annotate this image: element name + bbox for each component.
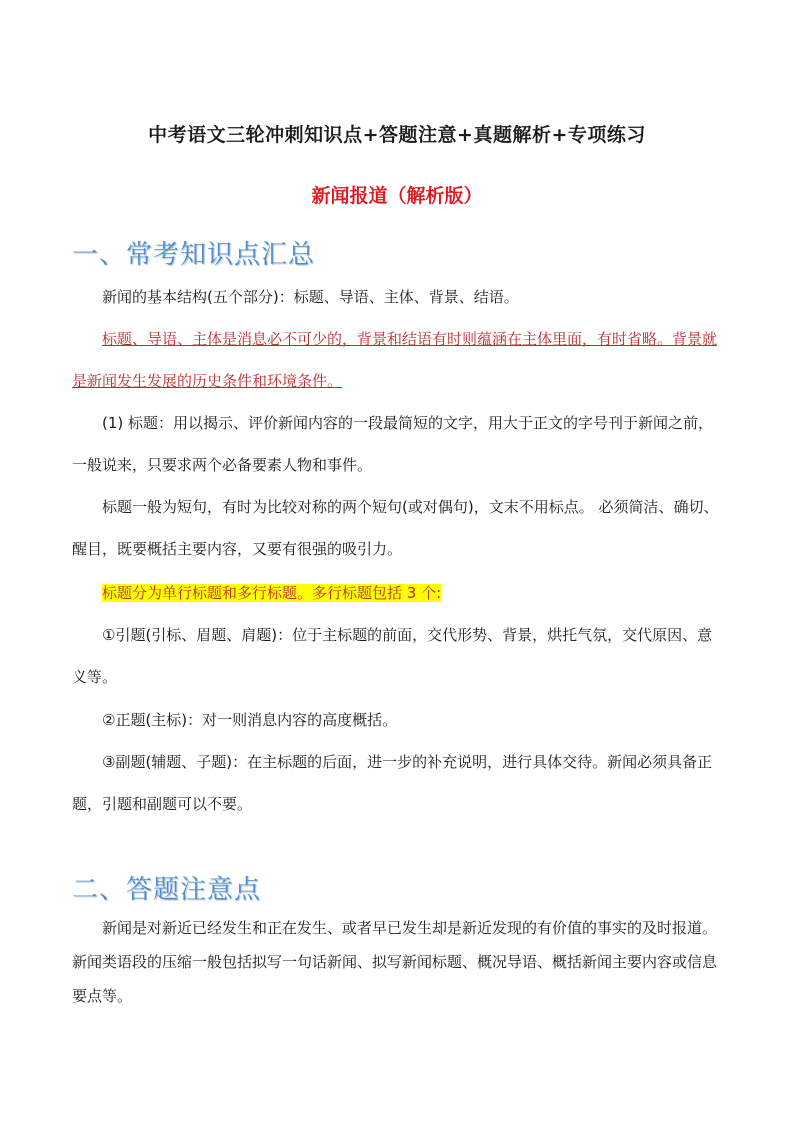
paragraph-lead-title: ①引题(引标、眉题、肩题)：位于主标题的前面，交代形势、背景，烘托气氛，交代原因、意义等。 [72,626,713,686]
paragraph-structure-note [72,318,722,402]
section-heading-answering: 二、答题注意点 [72,875,262,905]
paragraph-news-structure: 新闻的基本结构(五个部分)：标题、导语、主体、背景、结语。 [102,288,519,306]
paragraph-title-definition: (1) 标题：用以揭示、评价新闻内容的一段最简短的文字，用大于正文的字号刊于新闻之前，一般说来，只要求两个必备要素人物和事件。 [72,414,714,474]
underlined-note-text: 标题、导语、主体是消息必不可少的，背景和结语有时则蕴涵在主体里面，有时省略。背景就是新闻发生发展的历史条件和环境条件。 [72,330,718,390]
highlighted-title-types-text: 标题分为单行标题和多行标题。多行标题包括 3 个: [102,584,442,602]
section-heading-knowledge: 一、常考知识点汇总 [72,240,316,270]
document-sub-title: 新闻报道（解析版） [311,185,483,207]
paragraph-title-types [72,572,722,614]
paragraph-sub-title: ③副题(辅题、子题)：在主标题的后面，进一步的补充说明，进行具体交待。新闻必须具备正题，引题和副题可以不要。 [72,753,713,813]
document-main-title: 中考语文三轮冲刺知识点+答题注意+真题解析+专项练习 [148,124,646,146]
paragraph-news-definition: 新闻是对新近已经发生和正在发生、或者早已发生却是新近发现的有价值的事实的及时报道。新闻类语段的压缩一般包括拟写一句话新闻、拟写新闻标题、概况导语、概括新闻主要内容或信息要点等。 [72,919,718,1005]
paragraph-main-title: ②正题(主标)：对一则消息内容的高度概括。 [102,711,398,729]
paragraph-title-style: 标题一般为短句，有时为比较对称的两个短句(或对偶句)，文末不用标点。 必须简洁、确切、醒目，既要概括主要内容，又要有很强的吸引力。 [72,498,719,558]
